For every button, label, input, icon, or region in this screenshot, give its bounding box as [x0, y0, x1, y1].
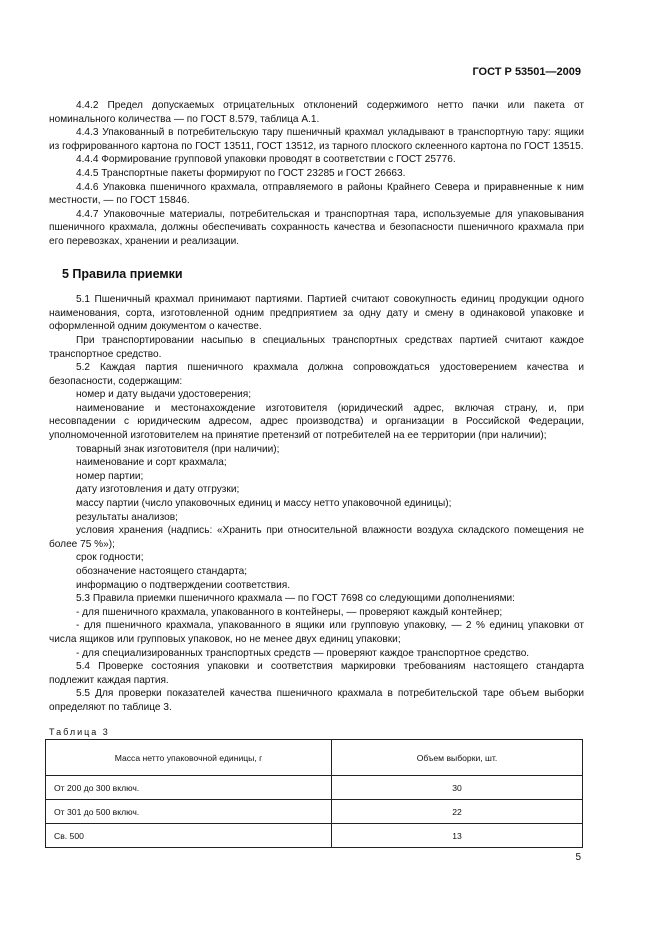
paragraph: - для пшеничного крахмала, упакованного в контейнеры, — проверяют каждый контейнер;: [76, 606, 503, 618]
sample-size-table: [45, 739, 583, 848]
table-row: [46, 800, 583, 824]
paragraph: 4.4.7 Упаковочные материалы, потребительская и транспортная тара, используемые для упаковывания пшеничного крахмала, должны обеспечивать сохранность качества и безопасности пшеничного крахмала при его перевозках, хранении и реализации.: [49, 208, 584, 247]
paragraph: 4.4.4 Формирование групповой упаковки проводят в соответствии с ГОСТ 25776.: [76, 154, 456, 166]
paragraph: наименование и сорт крахмала;: [76, 457, 227, 469]
section-title: 5 Правила приемки: [62, 266, 183, 281]
table-caption: Таблица 3: [49, 727, 110, 737]
cell-sample-size: 30: [332, 776, 583, 800]
paragraph: номер партии;: [76, 470, 144, 482]
paragraph: информацию о подтверждении соответствия.: [76, 579, 291, 591]
paragraph: обозначение настоящего стандарта;: [76, 566, 248, 577]
section-paragraphs: [49, 293, 584, 714]
cell-sample-size: 22: [332, 800, 583, 824]
paragraph: - для специализированных транспортных средств — проверяют каждое транспортное средство.: [76, 647, 530, 659]
paragraph: 4.4.6 Упаковка пшеничного крахмала, отправляемого в районы Крайнего Севера и приравненные к ним местности, — по ГОСТ 15846.: [49, 181, 584, 207]
paragraph: условия хранения (надпись: «Хранить при относительной влажности воздуха складского помещения не более 75 %»);: [49, 525, 584, 550]
cell-mass: От 200 до 300 включ.: [46, 776, 332, 800]
table-header-row: [46, 740, 583, 776]
paragraph: 4.4.3 Упакованный в потребительскую тару пшеничный крахмал укладывают в транспортную тару: ящики из гофрированного картона по ГОСТ 13511, ГОСТ 13512, из тарного плоского склеенного картона по ГОСТ 13515.: [49, 127, 584, 152]
cell-mass: От 301 до 500 включ.: [46, 800, 332, 824]
table-row: [46, 824, 583, 848]
page-number: 5: [575, 852, 581, 863]
paragraph: массу партии (число упаковочных единиц и массу нетто упаковочной единицы);: [76, 498, 452, 510]
paragraph: товарный знак изготовителя (при наличии);: [76, 443, 280, 455]
paragraph: 5.1 Пшеничный крахмал принимают партиями. Партией считают совокупность единиц продукции одного наименования, сорта, изготовленной одним предприятием за одну дату и смену в одинаковой упаковке и оформленной одним документом о качестве.: [49, 294, 584, 333]
table-row: [46, 776, 583, 800]
paragraph: результаты анализов;: [76, 511, 178, 523]
header-cell-sample: Объем выборки, шт.: [332, 740, 583, 776]
paragraph: При транспортировании насыпью в специальных транспортных средствах партией считают каждое транспортное средство.: [49, 334, 584, 360]
document-code: ГОСТ Р 53501—2009: [472, 66, 581, 78]
paragraph: 4.4.5 Транспортные пакеты формируют по ГОСТ 23285 и ГОСТ 26663.: [76, 167, 406, 179]
paragraph: - для пшеничного крахмала, упакованного в ящики или групповую упаковку, — 2 % единиц упаковки от числа ящиков или групповых упаковок, но не менее двух единиц упаковки;: [49, 620, 584, 645]
paragraph: номер и дату выдачи удостоверения;: [76, 389, 252, 401]
paragraph: 5.3 Правила приемки пшеничного крахмала — по ГОСТ 7698 со следующими дополнениями:: [76, 593, 515, 605]
header-cell-mass: Масса нетто упаковочной единицы, г: [46, 740, 332, 776]
document-body: [49, 99, 584, 715]
cell-mass: Св. 500: [46, 824, 332, 848]
paragraph: дату изготовления и дату отгрузки;: [76, 484, 240, 496]
paragraph: 4.4.2 Предел допускаемых отрицательных отклонений содержимого нетто пачки или пакета от номинального количества — по ГОСТ 8.579, таблица А.1.: [49, 100, 584, 125]
cell-sample-size: 13: [332, 824, 583, 848]
paragraph: наименование и местонахождение изготовителя (юридический адрес, включая страну, и, при несовпадении с юридическим адресом, адрес производства) и организации в Российской Федерации, уполномоченной изготовителем на принятие претензий от потребителей на ее территории (при наличии);: [49, 402, 584, 442]
paragraph: 5.4 Проверке состояния упаковки и соответствия маркировки требованиям настоящего стандарта подлежит каждая партия.: [49, 661, 584, 686]
paragraph: 5.2 Каждая партия пшеничного крахмала должна сопровождаться удостоверением качества и безопасности, содержащим:: [49, 362, 584, 387]
paragraph: 5.5 Для проверки показателей качества пшеничного крахмала в потребительской таре объем выборки определяют по таблице 3.: [49, 688, 584, 713]
paragraph: срок годности;: [76, 552, 144, 564]
